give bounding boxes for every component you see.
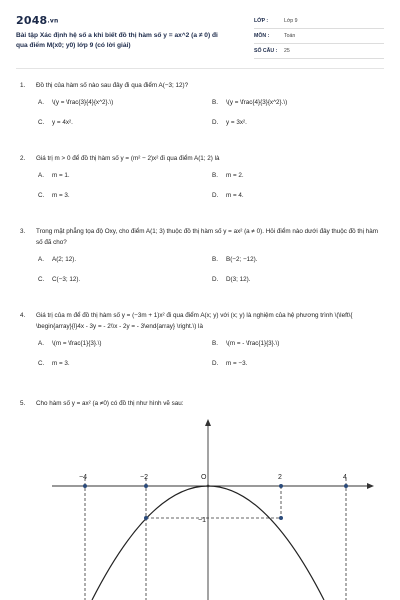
question-1: [20, 80, 382, 131]
question-3: [20, 226, 382, 288]
options: [20, 254, 382, 288]
question-text: Giá trị của m để đồ thị hàm số y = (−3m + 1)x² đi qua điểm A(x; y) với (x; y) là nghiệm của hệ phương trình \(\left\{ \begin{array}{l}4x - 3y = - 2\\x - 2y = - 3\end{array} \right.\) là: [36, 312, 353, 330]
option-text: m = 2.: [226, 172, 244, 179]
option-text: m = 3.: [52, 360, 70, 367]
question-text: Đồ thị của hàm số nào sau đây đi qua điểm A(−3; 12)?: [36, 82, 189, 89]
options: [20, 97, 382, 131]
x-tick-label: 4: [343, 474, 347, 481]
option-text: C(−3; 12).: [52, 276, 81, 283]
logo-suffix: .vn: [47, 17, 59, 25]
meta-value: Lớp 9: [284, 18, 298, 24]
meta-value: Toán: [284, 33, 296, 39]
option-text: m = 3.: [52, 192, 70, 199]
option-label: B.: [212, 340, 218, 347]
option-text: A(2; 12).: [52, 256, 77, 263]
option-text: y = 4x².: [52, 119, 73, 126]
option-label: B.: [212, 256, 218, 263]
parabola-graph: [52, 418, 374, 600]
option-text: m = 4.: [226, 192, 244, 199]
option-label: D.: [212, 276, 219, 283]
point-x-4: [344, 484, 348, 488]
option-label: C.: [38, 360, 45, 367]
point-x-2: [279, 484, 283, 488]
option-b[interactable]: [212, 254, 258, 265]
point-2-neg1: [279, 516, 283, 520]
option-b[interactable]: [212, 170, 244, 181]
meta-table: [254, 14, 384, 59]
question-4: [20, 310, 382, 372]
option-c[interactable]: [38, 358, 70, 369]
option-d[interactable]: [212, 190, 244, 201]
option-text: \(m = - \frac{1}{3}.\): [226, 340, 280, 347]
meta-value: 25: [284, 48, 290, 54]
option-a[interactable]: [38, 97, 113, 108]
options: [20, 170, 382, 204]
point-x-neg4: [83, 484, 87, 488]
x-tick-label: −4: [79, 474, 87, 481]
option-label: B.: [212, 172, 218, 179]
question-text: Cho hàm số y = ax² (a ≠0) có đồ thị như hình vẽ sau:: [36, 400, 184, 407]
question-number: 4.: [20, 312, 26, 319]
meta-row-count: [254, 44, 384, 59]
question-number: 2.: [20, 155, 26, 162]
header-divider: [16, 68, 384, 69]
document-header: [16, 14, 384, 62]
option-text: y = 3x².: [226, 119, 247, 126]
meta-label: MÔN :: [254, 33, 270, 39]
origin-label: O: [201, 474, 207, 481]
option-a[interactable]: [38, 338, 102, 349]
option-d[interactable]: [212, 274, 251, 285]
origin-point: [207, 485, 210, 488]
option-c[interactable]: [38, 190, 70, 201]
question-text: Trong mặt phẳng tọa độ Oxy, cho điểm A(1; 3) thuộc đồ thị hàm số y = ax² (a ≠ 0). Hỏi điểm nào dưới đây thuộc đồ thị hàm số đã cho?: [36, 228, 379, 246]
option-label: A.: [38, 172, 44, 179]
question-number: 3.: [20, 228, 26, 235]
question-2: [20, 153, 382, 204]
option-text: D(3; 12).: [226, 276, 251, 283]
option-a[interactable]: [38, 254, 76, 265]
logo-text: 2048: [16, 14, 48, 27]
option-text: m = −3.: [226, 360, 248, 367]
option-label: D.: [212, 119, 219, 126]
question-number: 1.: [20, 82, 26, 89]
option-text: \(y = \frac{3}{4}{x^2}.\): [52, 99, 114, 106]
question-5: [20, 398, 382, 409]
option-a[interactable]: [38, 170, 70, 181]
option-label: A.: [38, 256, 44, 263]
option-c[interactable]: [38, 117, 73, 128]
meta-label: SỐ CÂU :: [254, 48, 278, 54]
x-tick-label: 2: [278, 474, 282, 481]
x-tick-label: −2: [140, 474, 148, 481]
option-text: \(y = \frac{4}{3}{x^2}.\): [226, 99, 288, 106]
option-text: B(−2; −12).: [226, 256, 258, 263]
meta-row-subject: [254, 29, 384, 44]
option-b[interactable]: [212, 97, 287, 108]
option-text: m = 1.: [52, 172, 70, 179]
option-label: D.: [212, 360, 219, 367]
option-d[interactable]: [212, 358, 247, 369]
option-label: C.: [38, 119, 45, 126]
point-neg2-neg1: [144, 516, 148, 520]
option-label: D.: [212, 192, 219, 199]
option-d[interactable]: [212, 117, 247, 128]
question-number: 5.: [20, 400, 26, 407]
y-axis-arrow: [205, 419, 211, 426]
option-label: C.: [38, 276, 45, 283]
option-c[interactable]: [38, 274, 80, 285]
point-x-neg2: [144, 484, 148, 488]
option-text: \(m = \frac{1}{3}.\): [52, 340, 102, 347]
document-title: Bài tập Xác định hệ số a khi biết đồ thị hàm số y = ax^2 (a ≠ 0) đi qua điểm M(x0; y0) lớp 9 (có lời giải): [16, 32, 218, 49]
option-label: B.: [212, 99, 218, 106]
option-label: A.: [38, 99, 44, 106]
option-label: C.: [38, 192, 45, 199]
options: [20, 338, 382, 372]
meta-label: LỚP :: [254, 18, 269, 24]
meta-row-class: [254, 14, 384, 29]
option-label: A.: [38, 340, 44, 347]
option-b[interactable]: [212, 338, 279, 349]
site-logo[interactable]: [16, 14, 58, 27]
question-text: Giá trị m > 0 để đồ thị hàm số y = (m² − 2)x² đi qua điểm A(1; 2) là: [36, 155, 220, 162]
y-tick-label: −1: [198, 517, 206, 524]
x-axis-arrow: [367, 483, 374, 489]
